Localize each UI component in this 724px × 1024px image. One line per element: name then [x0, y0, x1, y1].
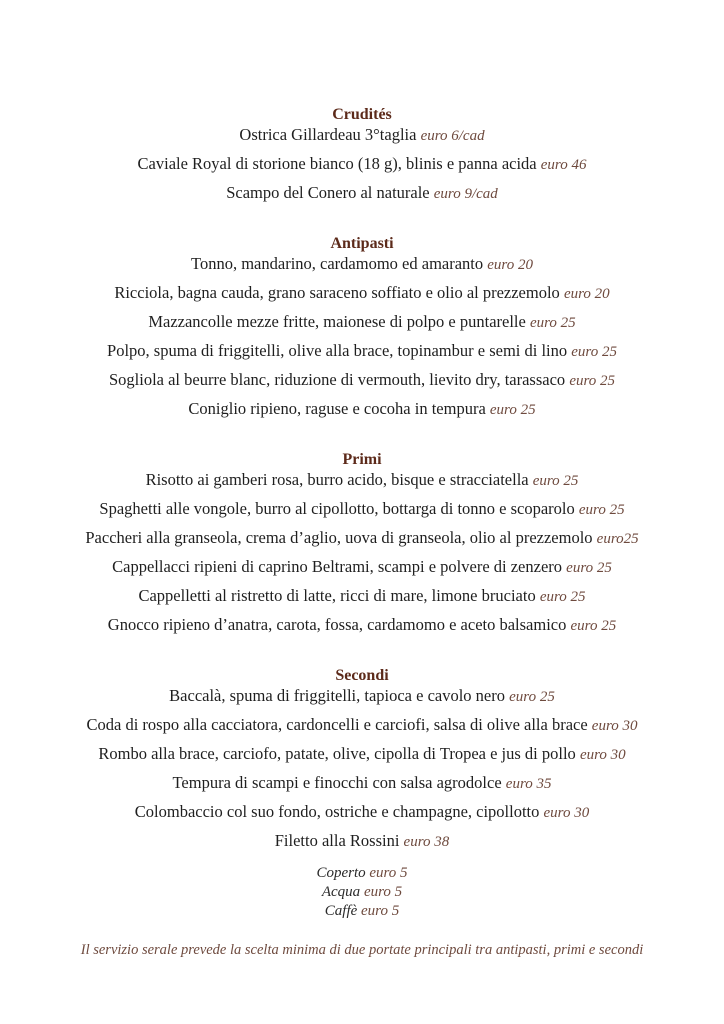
item-price: euro 25 [529, 315, 576, 331]
menu-item [0, 553, 724, 582]
item-name: Filetto alla Rossini [274, 831, 400, 850]
menu-item [0, 495, 724, 524]
item-name: Tonno, mandarino, cardamomo ed amaranto [191, 254, 484, 273]
menu-item [0, 740, 724, 769]
item-list [0, 126, 724, 208]
item-price: euro 25 [578, 502, 625, 518]
menu-item [0, 366, 724, 395]
extra-name: Coperto [316, 865, 366, 881]
menu-item [0, 179, 724, 208]
item-price: euro 6/cad [420, 128, 485, 144]
section-secondi [0, 665, 724, 856]
menu-item [0, 769, 724, 798]
section-primi [0, 449, 724, 640]
section-title: Crudités [332, 106, 392, 123]
menu-item [0, 337, 724, 366]
item-name: Gnocco ripieno d’anatra, carota, fossa, cardamomo e aceto balsamico [107, 615, 567, 634]
item-name: Colombaccio col suo fondo, ostriche e champagne, cipollotto [134, 802, 540, 821]
item-name: Cappellacci ripieni di caprino Beltrami, scampi e polvere di zenzero [112, 557, 563, 576]
item-price: euro 25 [532, 473, 579, 489]
item-price: euro 25 [571, 344, 617, 360]
item-price: euro 25 [566, 560, 612, 576]
item-name: Ricciola, bagna cauda, grano saraceno soffiato e olio al prezzemolo [114, 283, 560, 302]
menu-item [0, 471, 724, 490]
menu-item [0, 150, 724, 179]
item-name: Spaghetti alle vongole, burro al cipollotto, bottarga di tonno e scoparolo [99, 499, 575, 518]
item-price: euro 25 [539, 589, 586, 605]
item-name: Baccalà, spuma di friggitelli, tapioca e cavolo nero [169, 686, 505, 705]
item-price: euro 20 [563, 286, 610, 302]
section-title: Secondi [335, 667, 389, 684]
extras-list [0, 864, 724, 921]
item-price: euro 35 [505, 776, 552, 792]
menu-item [0, 255, 724, 274]
item-name: Mazzancolle mezze fritte, maionese di polpo e puntarelle [148, 312, 526, 331]
extra-name: Acqua [321, 884, 361, 900]
menu [0, 104, 724, 856]
extra-item-caffe [0, 902, 724, 921]
menu-item [0, 711, 724, 740]
menu-item [0, 687, 724, 706]
item-price: euro 9/cad [433, 186, 498, 202]
menu-item [0, 279, 724, 308]
menu-item [0, 308, 724, 337]
item-price: euro25 [596, 531, 639, 547]
item-name: Polpo, spuma di friggitelli, olive alla brace, topinambur e semi di lino [107, 341, 568, 360]
item-name: Scampo del Conero al naturale [226, 183, 430, 202]
item-price: euro 25 [509, 689, 555, 705]
item-price: euro 30 [591, 718, 638, 734]
item-price: euro 20 [487, 257, 533, 273]
menu-item [0, 798, 724, 827]
item-price: euro 25 [569, 373, 616, 389]
item-name: Coniglio ripieno, raguse e cocoha in tempura [188, 399, 486, 418]
item-list [0, 255, 724, 424]
item-name: Risotto ai gamberi rosa, burro acido, bisque e stracciatella [145, 470, 529, 489]
menu-item [0, 126, 724, 145]
item-price: euro 30 [579, 747, 626, 763]
item-name: Paccheri alla granseola, crema d’aglio, uova di granseola, olio al prezzemolo [85, 528, 593, 547]
item-price: euro 30 [543, 805, 590, 821]
item-name: Tempura di scampi e finocchi con salsa agrodolce [172, 773, 502, 792]
item-price: euro 46 [540, 157, 587, 173]
item-price: euro 38 [403, 834, 450, 850]
extra-price: euro 5 [369, 865, 408, 881]
extra-price: euro 5 [363, 884, 403, 900]
menu-item [0, 524, 724, 553]
service-note: Il servizio serale prevede la scelta minima di due portate principali tra antipasti, primi e secondi [80, 942, 644, 958]
section-title: Primi [342, 451, 382, 468]
menu-item [0, 611, 724, 640]
extra-item-acqua [0, 883, 724, 902]
item-list [0, 471, 724, 640]
menu-item [0, 827, 724, 856]
menu-item [0, 582, 724, 611]
extra-price: euro 5 [361, 903, 400, 919]
section-title: Antipasti [330, 235, 394, 252]
item-price: euro 25 [489, 402, 536, 418]
item-name: Rombo alla brace, carciofo, patate, olive, cipolla di Tropea e jus di pollo [98, 744, 576, 763]
section-antipasti [0, 233, 724, 424]
item-name: Cappelletti al ristretto di latte, ricci di mare, limone bruciato [138, 586, 536, 605]
item-name: Caviale Royal di storione bianco (18 g), blinis e panna acida [137, 154, 537, 173]
section-crudites [0, 104, 724, 208]
extra-name: Caffè [324, 903, 358, 919]
extra-item-coperto [0, 864, 724, 883]
item-name: Coda di rospo alla cacciatora, cardoncelli e carciofi, salsa di olive alla brace [86, 715, 588, 734]
item-name: Ostrica Gillardeau 3°taglia [239, 125, 417, 144]
menu-item [0, 395, 724, 424]
item-price: euro 25 [570, 618, 617, 634]
item-list [0, 687, 724, 856]
item-name: Sogliola al beurre blanc, riduzione di vermouth, lievito dry, tarassaco [108, 370, 566, 389]
